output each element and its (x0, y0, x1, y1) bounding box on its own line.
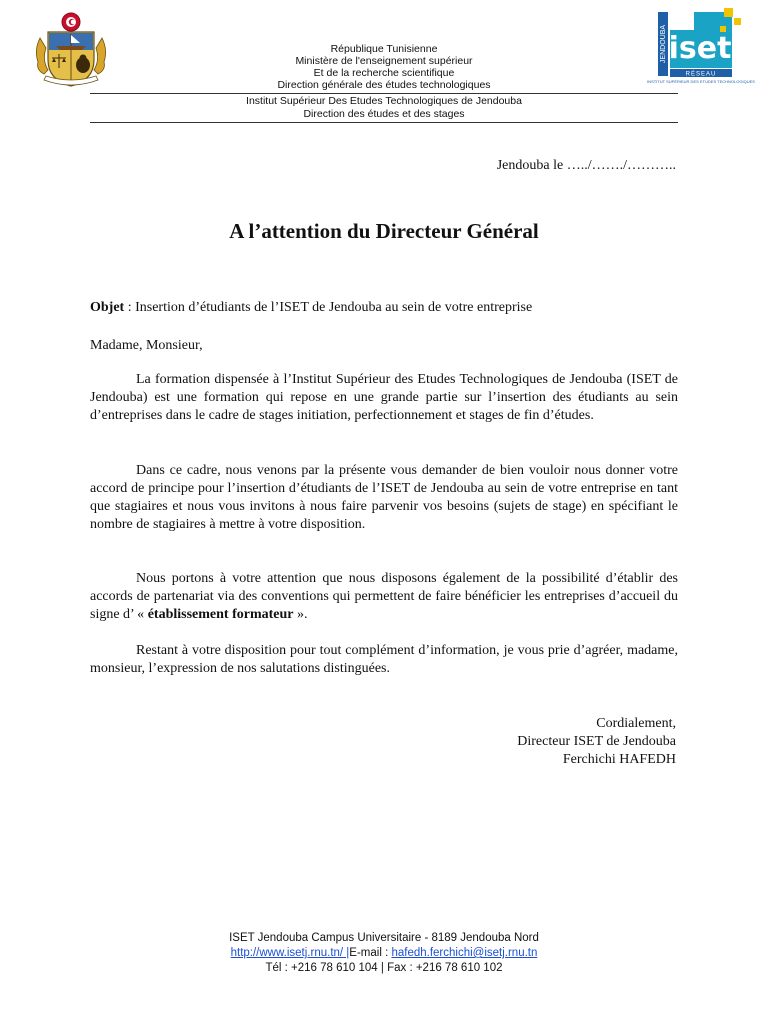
signer-name: Ferchichi HAFEDH (562, 752, 676, 767)
paragraph-3-end: ». (293, 607, 308, 622)
paragraph-3-start: Nous portons à votre attention que nous disposons également de la possibilité d’établir des accords de partenariat via des conventions qui permettent de faire bénéficier les entreprises d’accueil du signe d’ « (90, 571, 678, 622)
signature-block (517, 715, 676, 769)
institute-block (190, 95, 578, 120)
iset-network-logo (647, 8, 755, 92)
object-line (90, 299, 678, 317)
logo-network-text: RÉSEAU (685, 71, 717, 78)
footer-separator: | (343, 947, 350, 959)
ministry-line-2: Et de la recherche scientifique (313, 67, 455, 79)
date-line: Jendouba le …../……./……….. (496, 158, 676, 173)
country-line: République Tunisienne (330, 43, 438, 55)
closing: Cordialement, (596, 716, 676, 731)
header-divider-bottom (90, 122, 678, 123)
direction-line: Direction générale des études technologiques (277, 79, 491, 91)
footer-phone: Tél : +216 78 610 104 | Fax : +216 78 610 102 (265, 962, 503, 974)
header-divider-top (90, 93, 678, 94)
department-line: Direction des études et des stages (303, 107, 465, 120)
logo-caption: INSTITUT SUPÉRIEUR DES ETUDES TECHNOLOGIQUES (647, 79, 755, 84)
salutation: Madame, Monsieur, (90, 338, 203, 353)
footer (0, 931, 768, 976)
object-text: Insertion d’étudiants de l’ISET de Jendouba au sein de votre entreprise (135, 300, 533, 315)
email-link[interactable]: hafedh.ferchichi@isetj.rnu.tn (391, 947, 538, 959)
logo-wordmark: iset (668, 31, 732, 66)
website-link[interactable]: http://www.isetj.rnu.tn/ (230, 947, 344, 959)
ministry-line: Ministère de l'enseignement supérieur (295, 55, 473, 67)
email-label: E-mail : (349, 947, 392, 959)
logo-side-text: JENDOUBA (660, 24, 667, 64)
paragraph-1: La formation dispensée à l’Institut Supérieur des Etudes Technologiques de Jendouba (ISET de Jendouba) est une formation qui repose en une grande partie sur l’insertion des étudiants au sein d’entreprises dans le cadre de stages initiation, perfectionnement et stages de fin d’études. (90, 372, 678, 423)
signer-role: Directeur ISET de Jendouba (517, 734, 676, 749)
letter-title: A l’attention du Directeur Général (229, 219, 539, 243)
object-label: Objet (90, 300, 125, 315)
paragraph-3-bold: établissement formateur (147, 607, 294, 622)
paragraph-2: Dans ce cadre, nous venons par la présente vous demander de bien vouloir nous donner votre accord de principe pour l’insertion d’étudiants de l’ISET de Jendouba au sein de votre entreprise en tant que stagiaires et nous vous invitons à nous faire parvenir vos besoins (sujets de stage) en spécifiant le nombre de stagiaires à mettre à votre disposition. (90, 463, 678, 532)
letterhead (190, 43, 578, 91)
coat-of-arms-logo (30, 10, 112, 90)
footer-address: ISET Jendouba Campus Universitaire - 8189 Jendouba Nord (229, 932, 539, 944)
footer-contact-line (0, 946, 768, 961)
paragraph-3 (90, 570, 678, 624)
paragraph-4: Restant à votre disposition pour tout complément d’information, je vous prie d’agréer, madame, monsieur, l’expression de nos salutations distinguées. (90, 643, 678, 676)
object-separator: : (124, 300, 136, 315)
institute-line: Institut Supérieur Des Etudes Technologiques de Jendouba (246, 95, 522, 107)
